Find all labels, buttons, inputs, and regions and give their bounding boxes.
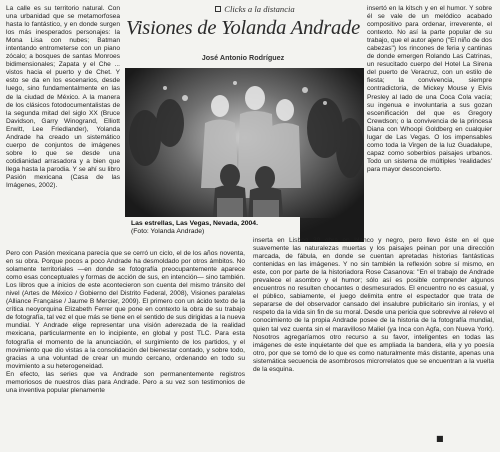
photo-illustration (125, 68, 364, 242)
headline: Visiones de Yolanda Andrade (126, 17, 360, 39)
photo-caption (131, 220, 331, 237)
article-column-bottom-right (253, 237, 494, 450)
article-column-bottom-left (6, 250, 245, 450)
caption-line-2: (Foto: Yolanda Andrade) (131, 228, 205, 236)
article-photo (125, 68, 364, 242)
article-column-left (6, 5, 120, 247)
section-label (190, 4, 320, 14)
section-box-icon (215, 6, 221, 12)
column-bottom-right-text: inserta en Lisboa 30 obra en blanco y negro, pero llevo éste en el que suavemente las naturalezas muertas y los paisajes peinan por una dirección marcada, de fábula, en donde se cuentan apretadas historias fantásticas contenidas en las imágenes. Y no sin también la reflexión sobre sí mismo, en este, con por parte de la historiadora Rose Casanova: "En el trabajo de Andrade prevalece el asombro y el humor; sólo así es posible comprender algunos encuentros no resulten chocantes o desmesurados. El encuentro no es casual, y el público, sabiamente, el juego delimita entre el espectador que trata de separarse de del observador cansado del insalubre publicitario sin ironías, y el respeto da la vida sin fin de su moral. Desde una pericia que sobrevive al relevo el conocimiento de la propia Andrade posee de la historia de la fotografía mundial, quien tal vez cuenta sin el maravilloso Maliel (ya Inca con Agfa, con Nueva York). Nosotros agregaríamos otro recurso a su favor, inteligentes en todas las imágenes de este inquietante del que es ampliada la bandera, ella y yo poesía otro, por que se tomó de lo que es como naturalmente más distante, apenas una sistemática secuencia de asombrosos microrrelatos que se encuentran a la vuelta de la esquina. (253, 237, 494, 373)
section-title: Clicks a la distancia (224, 4, 295, 14)
end-of-article-icon: ■ (436, 434, 444, 443)
article-column-right (367, 5, 492, 247)
column-right-text: insertó en la kitsch y en el humor. Y sobre él se vale de un melódico acabado compositivo para ordenar, irreverente, el contexto. No así la parte popular de su trabajo, que el autor ajeno ("El niño de dos cabezas") los rincones de feria y cantinas de donde emergen Rolando Las Catrinas, un resucitado cuerpo del Hotel La Sirena del puerto de Veracruz, con un estilo de fiesta; la convivencia, siempre contradictoria, de Mickey Mouse y Elvis Presley al lado de una Coca Cola vacía; su ingenua e involuntaria a sus gozan escenificación del que es Gregory Crewdson; o la convivencia de la princesa Diana con Whoopi Goldberg en cualquier lugar de Las Vegas. O los impensables como toda la Virgen de la luz Guadalupe, capaz como soberbios paisajes urbanos. Todo un sistema de múltiples 'realidades' para mayor desconcierto. (367, 5, 492, 173)
column-bottom-left-text: Pero con Pasión mexicana parecía que se cerró un ciclo, el de los años noventa, en su obra. Porque pocos a poco Andrade ha desmoldado por otros ámbitos. No solamente territoriales —en donde se fotografía preocupantemente aparece como esas conceptuales y formas de acción de sus, en intención— sino también. Los libros que a inicios de este acontecieron son cuenta del mismo tránsito del nivel (Artes de México / Gobierno del Distrito Federal, 2008), Visiones paralelas (Alliance Française / Jaume B Mercier, 2009). El primero con un ácido texto de la crítica neoyorquina Elizabeth Ferrer que pone en contexto la obra de su trabajo de fotografía, tal vez el que más se tiene en el sentido de sus dirigidas a la nueva mundial. Y Andrade elige representar una visión aderezada de la realidad mexicana, particularmente en lo incipiente, en global y post TLC. Para esta fotografía el momento de la anunciación, el surgimiento de los partidos, y el movimiento que dio vistas a la consolidación del bienestar contado, y sobre todo, gracias a una voluntad de crear un mundo cercano, ordenando en todo su movimiento a su heterogeneidad. En efecto, las series que va Andrade son permanentemente registros memoriosos de nuestros días para Andrade. Pero a su vez son testimonios de una inventiva popular plenamente (6, 250, 245, 394)
byline: José Antonio Rodríguez (201, 53, 285, 62)
caption-line-1: Las estrellas, Las Vegas, Nevada, 2004. (131, 220, 258, 227)
column-left-text: La calle es su territorio natural. Con una urbanidad que se metamorfosea hasta lo fantástico, y en donde surgen los más inesperados personajes: la Mona Lisa con nubes; Batman intentando entrometerse con un piano zócalo; a bosques de santas Monroes bidimensionales; Zapata y el Che ... vistos hacia el puerto y de Chet. Y esto se da en los escenarios, desde luego, sino fundamentalmente en las de la ciudad de México. A la manera de los clásicos fotodocumentalistas de la segunda mitad del siglo XX (Bruce Davidson, Garry Winogrand, Elliott Erwitt, Lee Friedlander), Yolanda Andrade ha creado un sistemático cuerpo de conjuntos de imágenes sobre lo que se desde una cotidianidad arrasadora y a bien que llega hasta la parodia. Y se ahí su libro Pasión mexicana (Casa de las Imágenes, 2002). (6, 5, 120, 190)
